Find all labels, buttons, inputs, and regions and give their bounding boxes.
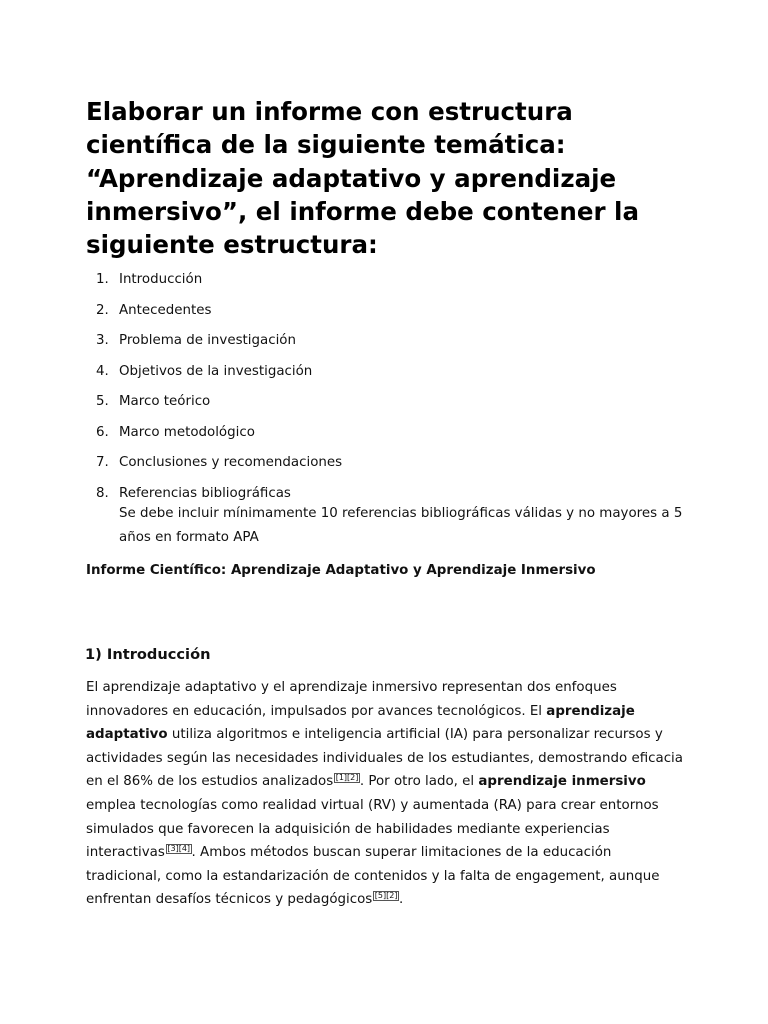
intro-text: utiliza algoritmos e inteligencia artificial (IA) para personalizar recursos y actividades según las necesidades individuales de los estudiantes, demostrando eficacia en el 86% de los estudios analizados [86,727,683,790]
outline-item [86,451,686,482]
outline-number: 6. [96,424,109,440]
intro-text: emplea tecnologías como realidad virtual (RV) y aumentada (RA) para crear entornos simulados que favorecen la adquisición de habilidades mediante experiencias interactivas [86,797,659,861]
document-title: Elaborar un informe con estructura científica de la siguiente temática: “Aprendizaje adaptativo y aprendizaje inmersivo”, el informe debe contener la siguiente estructura: [86,97,639,260]
outline-text: Introducción [119,272,203,287]
outline-item [86,299,686,330]
outline-text: Antecedentes [119,302,212,318]
section-heading-introduccion: 1) Introducción [85,646,211,663]
outline-item [86,482,686,545]
outline-item [86,390,686,421]
outline-item [86,360,686,391]
references-note: Se debe incluir mínimamente 10 referencias bibliográficas válidas y no mayores a 5 años en formato APA [119,505,683,545]
citation-link[interactable]: [3][4] [167,844,191,854]
citation-link[interactable]: [1][2] [335,773,359,783]
outline-number: 2. [96,302,109,318]
outline-number: 3. [96,333,109,348]
outline-text: Marco teórico [119,394,211,409]
outline-text: Marco metodológico [119,424,255,440]
outline-number: 5. [96,394,109,409]
outline-text: Objetivos de la investigación [119,363,313,379]
outline-number: 8. [96,485,109,501]
outline-text: Referencias bibliográficas [119,485,291,501]
outline-number: 1. [96,272,109,287]
structure-outline [86,268,686,545]
outline-item [86,268,686,299]
outline-text: Problema de investigación [119,333,296,348]
intro-bold-term: aprendizaje adaptativo [86,703,635,743]
outline-number: 7. [96,455,109,470]
outline-text: Conclusiones y recomendaciones [119,455,343,470]
outline-number: 4. [96,363,109,379]
citation-link[interactable]: [5][2] [374,891,398,901]
intro-text: . Por otro lado, el [359,774,479,790]
outline-item [86,329,686,360]
outline-item [86,421,686,452]
report-title: Informe Científico: Aprendizaje Adaptativo y Aprendizaje Inmersivo [86,563,596,578]
intro-paragraph [86,676,686,912]
intro-text: . Ambos métodos buscan superar limitaciones de la educación tradicional, como la estandarización de contenidos y la falta de engagement, aunque enfrentan desafíos técnicos y pedagógicos [86,845,660,908]
intro-text: . [398,892,404,908]
intro-text: El aprendizaje adaptativo y el aprendizaje inmersivo representan dos enfoques innovadores en educación, impulsados por avances tecnológicos. El [86,680,617,719]
intro-bold-term: aprendizaje inmersivo [478,774,646,790]
